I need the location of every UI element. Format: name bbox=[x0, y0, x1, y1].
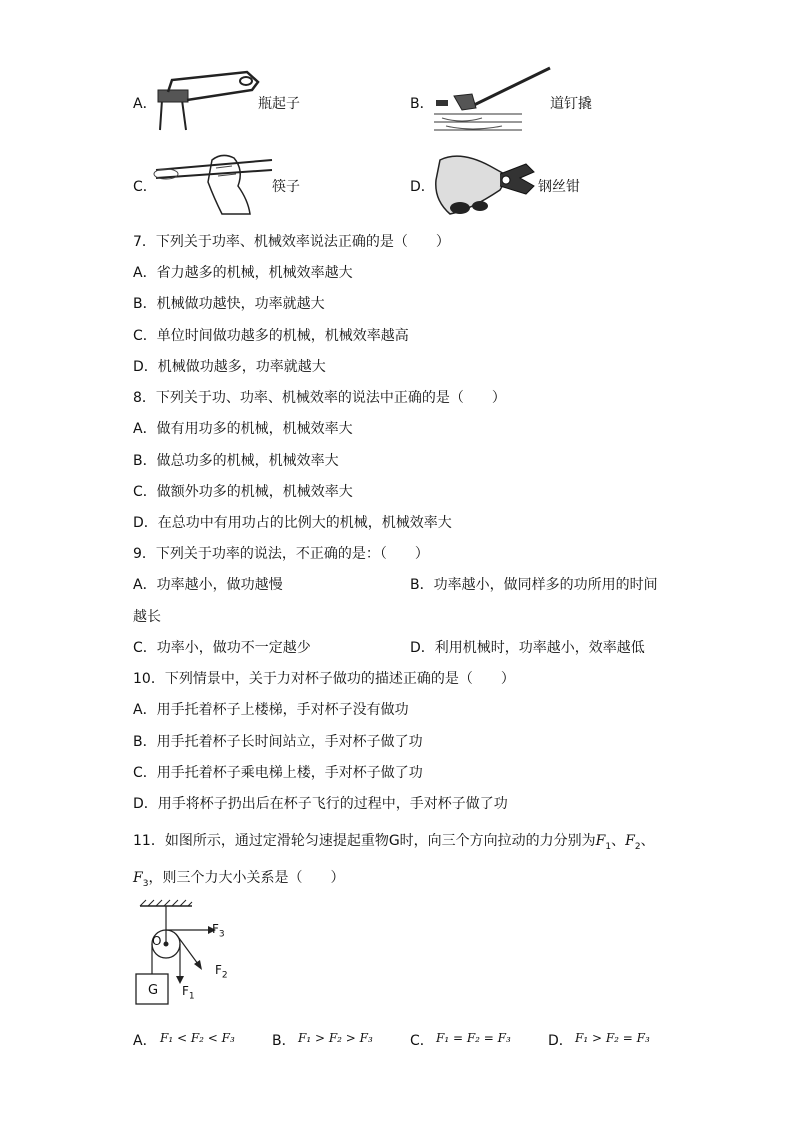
force-label-f1: $F_1$ bbox=[182, 984, 195, 1002]
q6-option-d-label: D． bbox=[410, 179, 435, 195]
q6-option-c-label: C． bbox=[133, 179, 157, 195]
q6-option-a-label: A． bbox=[133, 96, 157, 112]
q9-option-c: C．功率小，做功不一定越少 bbox=[133, 640, 311, 656]
q9-option-d: D．利用机械时，功率越小，效率越低 bbox=[410, 640, 645, 656]
q7-stem: 7．下列关于功率、机械效率说法正确的是（ ） bbox=[133, 234, 450, 250]
q6-option-c-caption: 筷子 bbox=[272, 179, 300, 195]
q11-option-a: F₁ < F₂ < F₃ bbox=[160, 1031, 235, 1045]
q9-stem: 9．下列关于功率的说法，不正确的是：（ ） bbox=[133, 546, 429, 562]
q11-stem-line1: 11．如图所示，通过定滑轮匀速提起重物G时，向三个方向拉动的力分别为$F_1$、$F_2$、 bbox=[133, 833, 655, 852]
q6-option-d-caption: 钢丝钳 bbox=[538, 179, 580, 195]
block-label-g: G bbox=[148, 983, 159, 998]
q9-option-b-continued: 越长 bbox=[133, 609, 161, 625]
q7-option-b: B．机械做功越快，功率就越大 bbox=[133, 296, 325, 312]
q10-option-b: B．用手托着杯子长时间站立，手对杯子做了功 bbox=[133, 734, 423, 750]
wire-pliers-image bbox=[430, 150, 538, 218]
q11-option-d-label: D． bbox=[548, 1033, 573, 1049]
q9-option-b: B．功率越小，做同样多的功所用的时间 bbox=[410, 577, 658, 593]
q8-stem: 8．下列关于功、功率、机械效率的说法中正确的是（ ） bbox=[133, 390, 506, 406]
q10-stem: 10．下列情景中，关于力对杯子做功的描述正确的是（ ） bbox=[133, 671, 515, 687]
q9-option-a: A．功率越小，做功越慢 bbox=[133, 577, 283, 593]
q8-option-b: B．做总功多的机械，机械效率大 bbox=[133, 453, 339, 469]
q11-option-a-label: A． bbox=[133, 1033, 157, 1049]
q11-option-b-label: B． bbox=[272, 1033, 296, 1049]
q7-option-d: D．机械做功越多，功率就越大 bbox=[133, 359, 326, 375]
chopsticks-image bbox=[152, 150, 274, 216]
q6-option-b-caption: 道钉撬 bbox=[550, 96, 592, 112]
q11-option-d: F₁ > F₂ = F₃ bbox=[575, 1031, 650, 1045]
q10-option-c: C．用手托着杯子乘电梯上楼，手对杯子做了功 bbox=[133, 765, 423, 781]
q8-option-c: C．做额外功多的机械，机械效率大 bbox=[133, 484, 353, 500]
force-label-f2: $F_2$ bbox=[215, 963, 228, 981]
q8-option-d: D．在总功中有用功占的比例大的机械，机械效率大 bbox=[133, 515, 452, 531]
q11-option-c-label: C． bbox=[410, 1033, 434, 1049]
q6-option-b-label: B． bbox=[410, 96, 434, 112]
q7-option-a: A．省力越多的机械，机械效率越大 bbox=[133, 265, 353, 281]
q10-option-d: D．用手将杯子扔出后在杯子飞行的过程中，手对杯子做了功 bbox=[133, 796, 508, 812]
bottle-opener-image bbox=[152, 70, 262, 132]
spike-pry-bar-image bbox=[432, 66, 554, 138]
q8-option-a: A．做有用功多的机械，机械效率大 bbox=[133, 421, 353, 437]
q6-option-a-caption: 瓶起子 bbox=[258, 96, 300, 112]
pulley-label-o: O bbox=[152, 934, 162, 948]
q11-option-c: F₁ = F₂ = F₃ bbox=[436, 1031, 511, 1045]
q11-stem-line2: $F_3$，则三个力大小关系是（ ） bbox=[133, 870, 345, 889]
q7-option-c: C．单位时间做功越多的机械，机械效率越高 bbox=[133, 328, 409, 344]
q11-option-b: F₁ > F₂ > F₃ bbox=[298, 1031, 373, 1045]
force-label-f3: $F_3$ bbox=[212, 922, 225, 940]
q10-option-a: A．用手托着杯子上楼梯，手对杯子没有做功 bbox=[133, 702, 409, 718]
